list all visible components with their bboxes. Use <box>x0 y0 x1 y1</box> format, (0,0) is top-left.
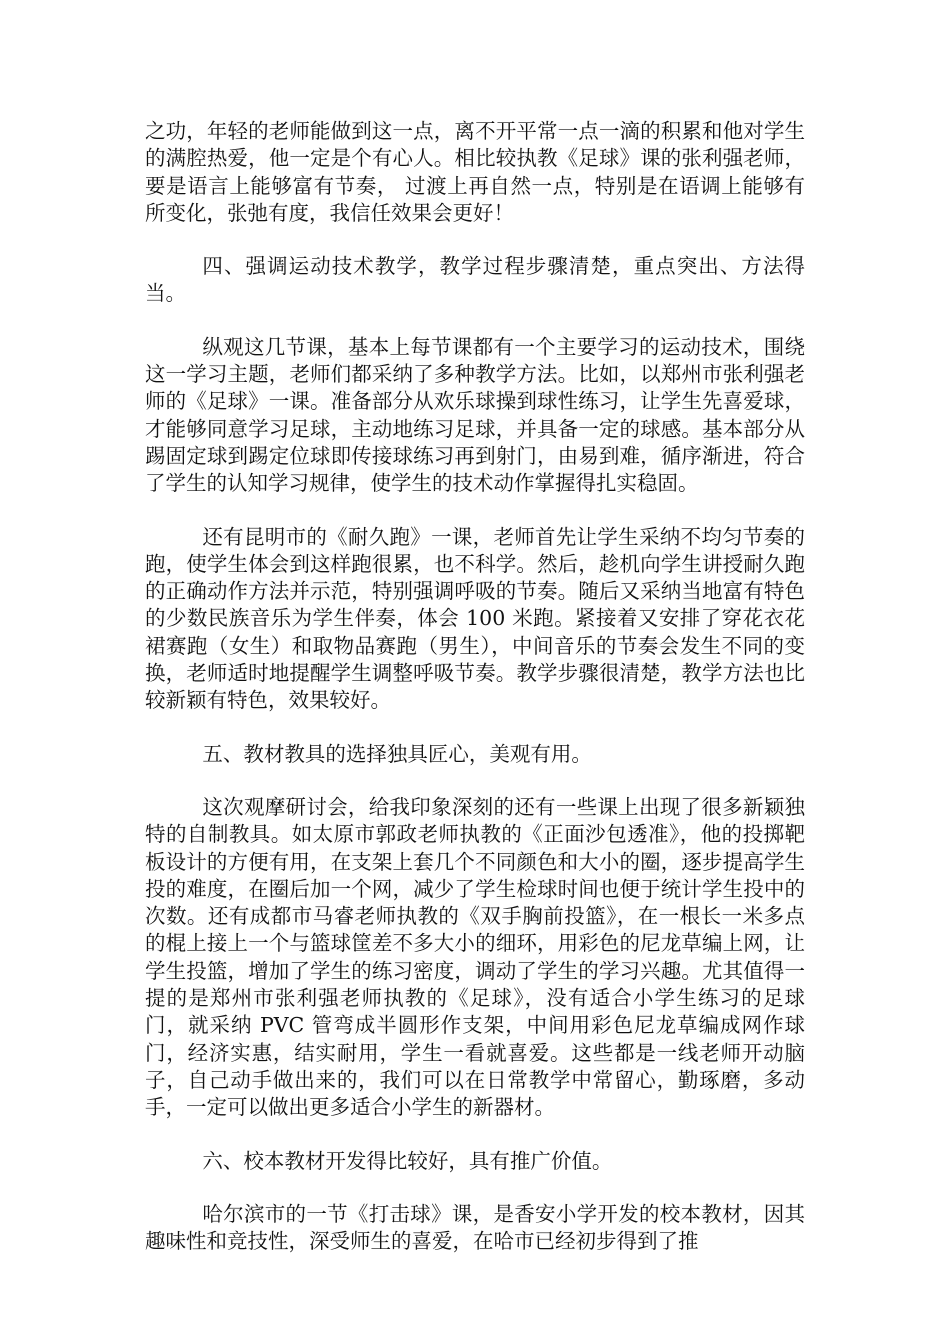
paragraph-endurance-run: 还有昆明市的《耐久跑》一课，老师首先让学生采纳不均匀节奏的跑，使学生体会到这样跑很累，也不科学。然后，趁机向学生讲授耐久跑的正确动作方法并示范，特别强调呼吸的节奏。随后又采纳当地富有特色的少数民族音乐为学生伴奏，体会 100 米跑。紧接着又安排了穿花衣花裙赛跑（女生）和取物品赛跑（男生），中间音乐的节奏会发生不同的变换，老师适时地提醒学生调整呼吸节奏。教学步骤很清楚，教学方法也比较新颖有特色，效果较好。 <box>145 524 805 713</box>
paragraph-school-materials: 哈尔滨市的一节《打击球》课，是香安小学开发的校本教材，因其趣味性和竞技性，深受师生的喜爱，在哈市已经初步得到了推 <box>145 1201 805 1254</box>
section-heading-6: 六、校本教材开发得比较好，具有推广价值。 <box>202 1148 613 1173</box>
section-heading-4: 四、强调运动技术教学，教学过程步骤清楚，重点突出、方法得当。 <box>145 254 805 306</box>
paragraph-technique: 纵观这几节课，基本上每节课都有一个主要学习的运动技术，围绕这一学习主题，老师们都采纳了多种教学方法。比如，以郑州市张利强老师的《足球》一课。准备部分从欢乐球操到球性练习，让学生先喜爱球，才能够同意学习足球，主动地练习足球，并具备一定的球感。基本部分从踢固定球到踢定位球即传接球练习再到射门，由易到难，循序渐进，符合了学生的认知学习规律，使学生的技术动作掌握得扎实稳固。 <box>145 334 805 496</box>
document-page <box>145 118 805 1281</box>
section-heading-5: 五、教材教具的选择独具匠心，美观有用。 <box>202 741 592 766</box>
paragraph-continuation: 之功，年轻的老师能做到这一点，离不开平常一点一滴的积累和他对学生的满腔热爱，他一定是个有心人。相比较执教《足球》课的张利强老师，要是语言上能够富有节奏， 过渡上再自然一点，特别是在语调上能够有所变化，张弛有度，我信任效果会更好！ <box>145 119 805 225</box>
paragraph-teaching-aids: 这次观摩研讨会，给我印象深刻的还有一些课上出现了很多新颖独特的自制教具。如太原市郭政老师执教的《正面沙包透准》，他的投掷靶板设计的方便有用，在支架上套几个不同颜色和大小的圈，逐步提高学生投的难度，在圈后加一个网，减少了学生检球时间也便于统计学生投中的次数。还有成都市马睿老师执教的《双手胸前投篮》，在一根长一米多点的棍上接上一个与篮球筐差不多大小的细环，用彩色的尼龙草编上网，让学生投篮，增加了学生的练习密度，调动了学生的学习兴趣。尤其值得一提的是郑州市张利强老师执教的《足球》，没有适合小学生练习的足球门，就采纳 PVC 管弯成半圆形作支架，中间用彩色尼龙草编成网作球门，经济实惠，结实耐用，学生一看就喜爱。这些都是一线老师开动脑子，自己动手做出来的，我们可以在日常教学中常留心，勤琢磨，多动手，一定可以做出更多适合小学生的新器材。 <box>145 794 805 1120</box>
